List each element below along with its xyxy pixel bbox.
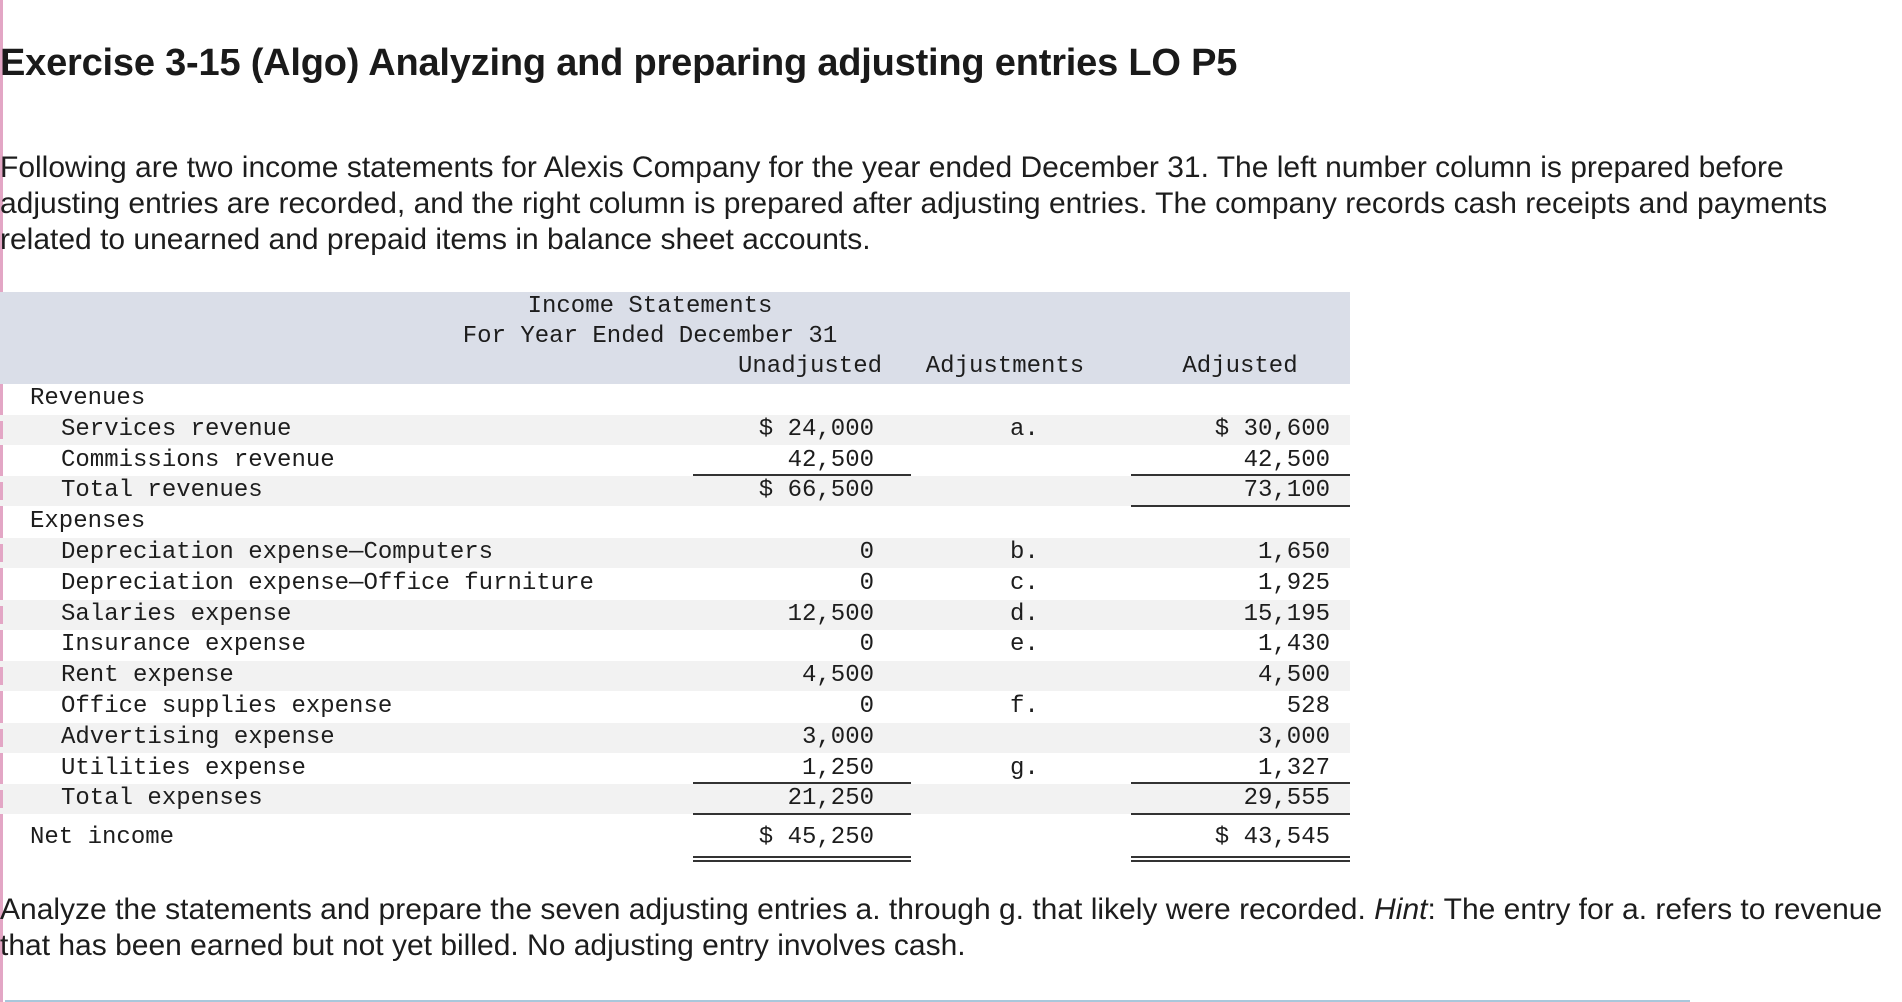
unadjusted-value: $ 66,500 — [758, 477, 874, 505]
row-label: Total expenses — [61, 785, 263, 813]
adjusted-value: $ 30,600 — [1214, 415, 1330, 443]
row-marker — [0, 667, 3, 685]
adjustment-code: c. — [1010, 569, 1039, 597]
unadjusted-value: 21,250 — [787, 785, 874, 813]
unadjusted-value: 1,250 — [801, 754, 874, 782]
adjustment-code: e. — [1010, 631, 1039, 659]
section-label-revenues: Revenues — [30, 385, 146, 412]
column-header-adjustments: Adjustments — [925, 353, 1085, 380]
row-marker — [0, 760, 3, 778]
instruction-text: Analyze the statements and prepare the seven adjusting entries a. through g. that likely were recorded. — [0, 893, 1375, 926]
underline-unadjusted — [693, 813, 911, 815]
unadjusted-value: $ 24,000 — [758, 415, 874, 443]
row-label: Insurance expense — [61, 631, 306, 659]
column-header-adjusted: Adjusted — [1182, 353, 1298, 380]
row-marker — [0, 698, 3, 716]
adjusted-value: 1,650 — [1257, 539, 1330, 566]
section-label-expenses: Expenses — [30, 508, 146, 536]
row-label: Rent expense — [61, 662, 234, 690]
unadjusted-value: $ 45,250 — [758, 824, 874, 852]
row-label: Depreciation expense—Office furniture — [61, 569, 594, 597]
row-label: Services revenue — [61, 415, 292, 443]
adjustment-code: f. — [1010, 693, 1039, 720]
unadjusted-value: 0 — [859, 569, 874, 597]
intro-paragraph: Following are two income statements for Alexis Company for the year ended December 31. The left number column is prepared before adjusting entries are recorded, and the right column is prepared after adjusting entries. The company records cash receipts and payments related to unearned and prepaid items in balance sheet accounts. — [0, 151, 1828, 256]
adjusted-value: $ 43,545 — [1214, 824, 1330, 852]
adjusted-value: 4,500 — [1257, 662, 1330, 690]
row-label: Total revenues — [61, 477, 263, 505]
statement-subheading: For Year Ended December 31 — [462, 323, 838, 350]
double-underline-adjusted — [1131, 856, 1350, 862]
hint-label: Hint — [1374, 893, 1428, 926]
underline-adjusted — [1131, 505, 1350, 507]
row-marker — [0, 513, 3, 531]
adjusted-value: 42,500 — [1243, 446, 1330, 474]
adjusted-value: 1,925 — [1257, 569, 1330, 597]
row-label: Commissions revenue — [61, 446, 335, 474]
row-label: Net income — [30, 824, 175, 852]
row-marker — [0, 790, 3, 808]
adjustment-code: g. — [1010, 754, 1039, 782]
unadjusted-value: 0 — [859, 693, 874, 720]
adjusted-value: 73,100 — [1243, 477, 1330, 505]
unadjusted-value: 3,000 — [801, 723, 874, 751]
double-underline-unadjusted — [693, 856, 911, 862]
row-marker — [0, 452, 3, 470]
adjusted-value: 29,555 — [1243, 785, 1330, 813]
row-marker — [0, 482, 3, 500]
adjustment-code: d. — [1010, 600, 1039, 628]
row-marker — [0, 575, 3, 593]
underline-adjusted — [1131, 813, 1350, 815]
row-marker — [0, 636, 3, 654]
adjusted-value: 15,195 — [1243, 600, 1330, 628]
unadjusted-value: 0 — [859, 631, 874, 659]
row-marker — [0, 544, 3, 562]
adjusted-value: 3,000 — [1257, 723, 1330, 751]
adjustment-code: a. — [1010, 415, 1039, 443]
unadjusted-value: 12,500 — [787, 600, 874, 628]
row-marker — [0, 829, 3, 847]
row-label: Office supplies expense — [61, 693, 393, 720]
row-marker — [0, 606, 3, 624]
row-marker — [0, 421, 3, 439]
row-label: Depreciation expense—Computers — [61, 539, 494, 566]
adjusted-value: 1,430 — [1257, 631, 1330, 659]
adjustment-code: b. — [1010, 539, 1039, 566]
unadjusted-value: 4,500 — [801, 662, 874, 690]
column-header-unadjusted: Unadjusted — [737, 353, 883, 380]
instruction-paragraph — [0, 892, 1895, 964]
exercise-title: Exercise 3-15 (Algo) Analyzing and preparing adjusting entries LO P5 — [0, 42, 1238, 84]
row-label: Utilities expense — [61, 754, 306, 782]
statement-heading: Income Statements — [527, 293, 773, 320]
unadjusted-value: 42,500 — [787, 446, 874, 474]
adjusted-value: 1,327 — [1257, 754, 1330, 782]
adjusted-value: 528 — [1286, 693, 1330, 720]
unadjusted-value: 0 — [859, 539, 874, 566]
row-marker — [0, 729, 3, 747]
income-statement-table — [0, 292, 1350, 862]
row-label: Salaries expense — [61, 600, 292, 628]
row-label: Advertising expense — [61, 723, 335, 751]
hint-text: : The entry for a. refers to revenue that has been earned but not yet billed. No adjusting entry involves cash. — [0, 893, 1883, 962]
row-marker — [0, 390, 3, 408]
